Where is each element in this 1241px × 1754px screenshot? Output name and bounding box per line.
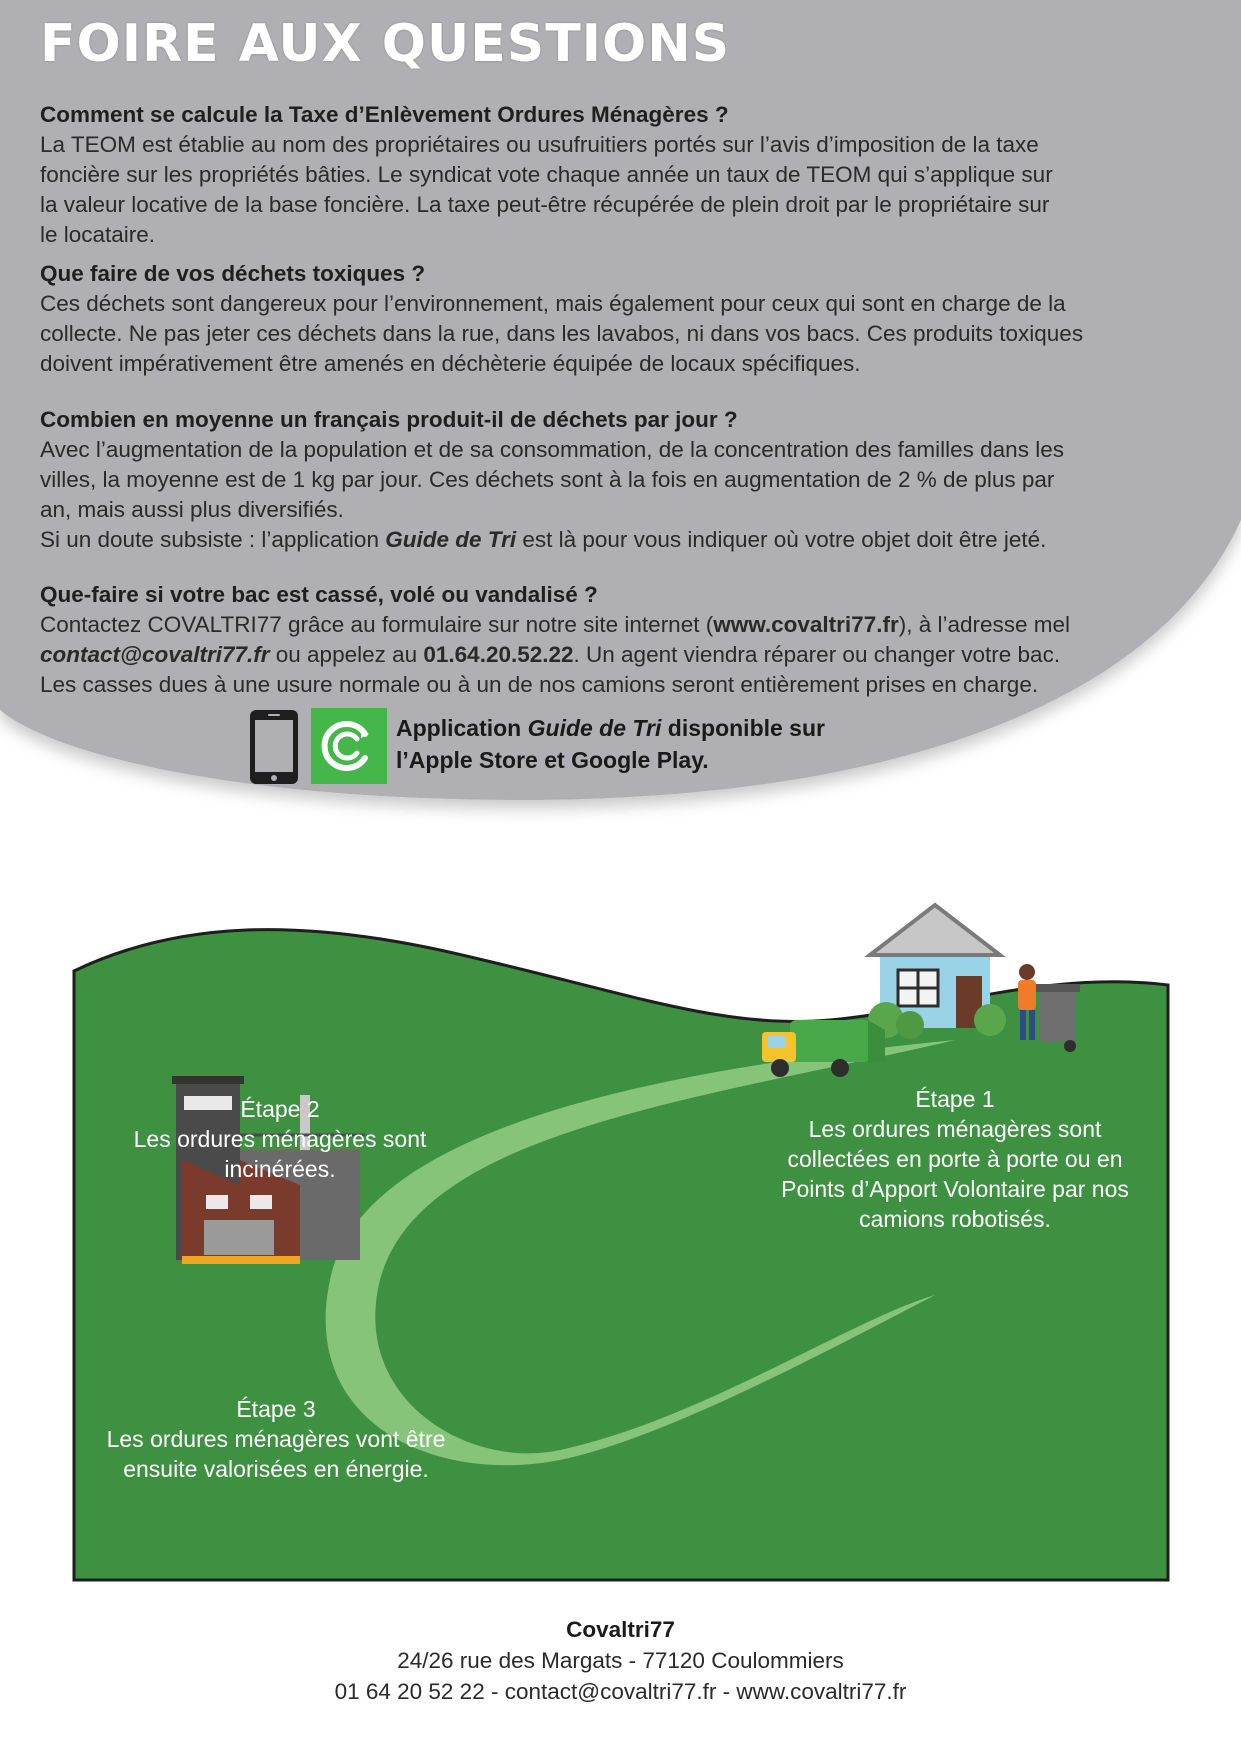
faq-answer-line: an, mais aussi plus diversifiés. bbox=[40, 497, 344, 522]
smartphone-icon bbox=[248, 708, 300, 786]
text-span: Contactez COVALTRI77 grâce au formulaire sur notre site internet ( bbox=[40, 612, 714, 637]
faq-answer-line: foncière sur les propriétés bâties. Le syndicat vote chaque année un taux de TEOM qui s’applique sur bbox=[40, 162, 1053, 187]
step-2-text bbox=[110, 1094, 450, 1184]
faq-answer-line: le locataire. bbox=[40, 222, 156, 247]
text-span: est là pour vous indiquer où votre objet doit être jeté. bbox=[516, 527, 1047, 552]
step-line: incinérées. bbox=[224, 1156, 336, 1182]
phone-number: 01.64.20.52.22 bbox=[423, 642, 574, 667]
faq-answer-line: collecte. Ne pas jeter ces déchets dans la rue, dans les lavabos, ni dans vos bacs. Ces produits toxiques bbox=[40, 321, 1084, 346]
faq-question: Que-faire si votre bac est cassé, volé ou vandalisé ? bbox=[40, 582, 598, 607]
step-1-text bbox=[755, 1084, 1155, 1234]
step-line: collectées en porte à porte ou en bbox=[787, 1146, 1123, 1172]
step-title: Étape 3 bbox=[236, 1396, 316, 1422]
faq-answer-line: Les casses dues à une usure normale ou à un de nos camions seront entièrement prises en charge. bbox=[40, 672, 1039, 697]
text-span: ), à l’adresse mel bbox=[898, 612, 1071, 637]
faq-item-toxic bbox=[40, 259, 1132, 379]
faq-question: Combien en moyenne un français produit-il de déchets par jour ? bbox=[40, 407, 738, 432]
faq-answer-line bbox=[40, 640, 1132, 670]
step-3-text bbox=[86, 1394, 466, 1484]
faq-answer-line: doivent impérativement être amenés en déchèterie équipée de locaux spécifiques. bbox=[40, 351, 861, 376]
footer-contact: 01 64 20 52 22 - contact@covaltri77.fr - www.covaltri77.fr bbox=[334, 1679, 907, 1704]
faq-answer-line bbox=[40, 525, 1132, 555]
faq-answer-line: Ces déchets sont dangereux pour l’environnement, mais également pour ceux qui sont en charge de la bbox=[40, 291, 1066, 316]
text-span: ou appelez au bbox=[269, 642, 424, 667]
footer bbox=[0, 1614, 1241, 1707]
app-name: Guide de Tri bbox=[385, 527, 517, 552]
step-title: Étape 1 bbox=[915, 1086, 995, 1112]
website-link[interactable]: www.covaltri77.fr bbox=[713, 612, 899, 637]
faq-item-bin bbox=[40, 580, 1132, 700]
step-line: camions robotisés. bbox=[859, 1206, 1051, 1232]
faq-item-teom bbox=[40, 100, 1132, 250]
step-line: Les ordures ménagères sont bbox=[808, 1116, 1102, 1142]
faq-answer-line: la valeur locative de la base foncière. La taxe peut-être récupérée de plein droit par le propriétaire sur bbox=[40, 192, 1050, 217]
text-span: Application bbox=[396, 715, 528, 741]
app-text-line: l’Apple Store et Google Play. bbox=[396, 747, 709, 773]
faq-question: Que faire de vos déchets toxiques ? bbox=[40, 261, 426, 286]
step-title: Étape 2 bbox=[240, 1096, 320, 1122]
faq-item-average bbox=[40, 405, 1132, 555]
faq-answer-line: villes, la moyenne est de 1 kg par jour. Ces déchets sont à la fois en augmentation de 2 % de plus par bbox=[40, 467, 1055, 492]
faq-question: Comment se calcule la Taxe d’Enlèvement Ordures Ménagères ? bbox=[40, 102, 729, 127]
app-availability-text bbox=[396, 712, 825, 776]
faq-answer-line bbox=[40, 610, 1132, 640]
text-span: Si un doute subsiste : l’application bbox=[40, 527, 386, 552]
app-name: Guide de Tri bbox=[527, 715, 662, 741]
faq-answer-line: La TEOM est établie au nom des propriétaires ou usufruitiers portés sur l’avis d’imposition de la taxe bbox=[40, 132, 1039, 157]
step-line: Les ordures ménagères sont bbox=[133, 1126, 427, 1152]
text-span: disponible sur bbox=[661, 715, 825, 741]
email-link[interactable]: contact@covaltri77.fr bbox=[40, 642, 270, 667]
step-line: ensuite valorisées en énergie. bbox=[123, 1456, 429, 1482]
footer-org-name: Covaltri77 bbox=[566, 1617, 675, 1642]
step-line: Points d’Apport Volontaire par nos bbox=[781, 1176, 1129, 1202]
footer-address: 24/26 rue des Margats - 77120 Coulommiers bbox=[397, 1648, 844, 1673]
guide-de-tri-logo-icon[interactable] bbox=[311, 708, 387, 784]
house-icon bbox=[868, 905, 1006, 1039]
text-span: . Un agent viendra réparer ou changer votre bac. bbox=[573, 642, 1061, 667]
page-title: FOIRE AUX QUESTIONS bbox=[40, 14, 731, 74]
step-line: Les ordures ménagères vont être bbox=[106, 1426, 446, 1452]
app-text-line bbox=[396, 712, 825, 744]
faq-answer-line: Avec l’augmentation de la population et de sa consommation, de la concentration des familles dans les bbox=[40, 437, 1064, 462]
